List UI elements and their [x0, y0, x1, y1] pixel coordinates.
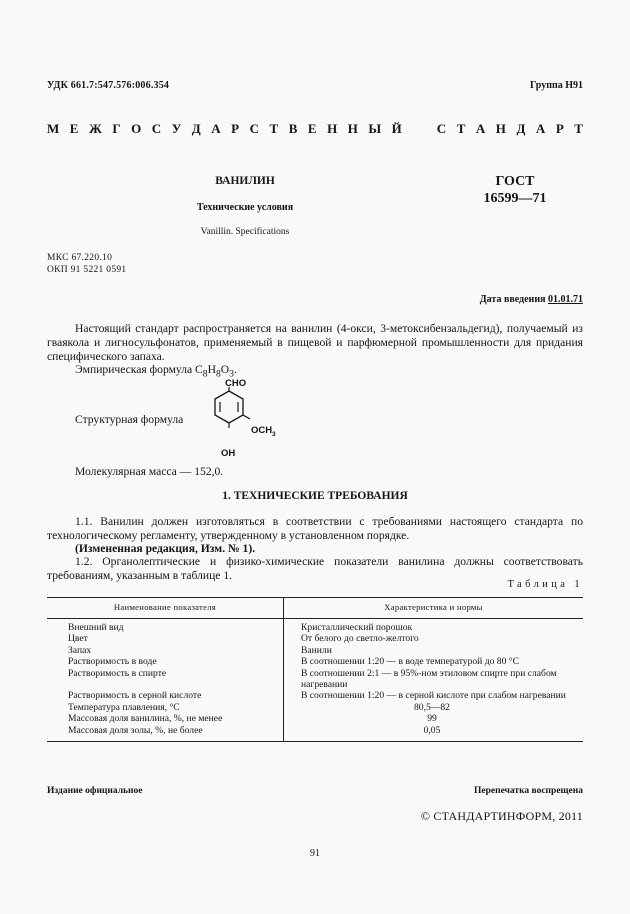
clause-1-2: 1.2. Органолептические и физико-химические показатели ванилина должны соответствовать требованиям, указанным в таблице 1. — [47, 555, 583, 582]
table-row — [47, 690, 583, 701]
row-name: Температура плавления, °С — [47, 702, 284, 713]
introduction-date-value: 01.01.71 — [548, 294, 583, 305]
table-row — [47, 619, 583, 634]
heading-letter: Т — [269, 121, 279, 136]
table-row — [47, 633, 583, 644]
table-row — [47, 645, 583, 656]
och3-group: OCH — [251, 425, 273, 436]
row-value: От белого до светло-желтого — [301, 633, 419, 645]
heading-letter: С — [249, 121, 259, 136]
row-name: Растворимость в воде — [47, 656, 284, 667]
row-name: Цвет — [47, 633, 284, 644]
empirical-sub-h: 8 — [215, 368, 221, 380]
heading-letter: Е — [69, 121, 79, 136]
row-value: Кристаллический порошок — [301, 622, 413, 633]
reprint-prohibited-note: Перепечатка воспрещена — [473, 786, 583, 796]
heading-space — [412, 121, 426, 137]
heading-letter: А — [475, 121, 486, 136]
row-value: 80,5—82 — [414, 701, 450, 713]
table-row — [47, 702, 583, 713]
heading-letter: С — [436, 121, 447, 136]
gost-label: ГОСТ — [495, 174, 535, 189]
copyright: © СТАНДАРТИНФОРМ, 2011 — [420, 809, 583, 823]
heading-letter: Д — [191, 121, 201, 136]
och3-subscript: 3 — [272, 431, 276, 438]
row-name: Запах — [47, 645, 284, 656]
table-row — [47, 656, 583, 667]
heading-letter: В — [288, 121, 298, 136]
heading-letter: Н — [327, 121, 338, 136]
cho-group: CHO — [225, 378, 247, 389]
empirical-end: . — [234, 363, 237, 376]
section-heading: 1. ТЕХНИЧЕСКИЕ ТРЕБОВАНИЯ — [222, 490, 408, 502]
heading-letter: У — [171, 121, 182, 136]
page-number: 91 — [310, 848, 320, 859]
table-header-row — [47, 598, 583, 619]
group-code: Группа Н91 — [530, 80, 583, 91]
row-value: В соотношении 1:20 — в воде температурой до 80 °С — [301, 656, 520, 668]
row-name: Растворимость в спирте — [47, 668, 284, 691]
molecular-mass: Молекулярная масса — 152,0. — [75, 465, 224, 478]
vanillin-structure-diagram — [210, 378, 300, 458]
okp-code: ОКП 91 5221 0591 — [47, 265, 127, 275]
row-name: Растворимость в серной кислоте — [47, 690, 284, 701]
heading-letter: Р — [231, 121, 240, 136]
document-subtitle: Технические условия — [196, 202, 294, 213]
row-name: Внешний вид — [47, 619, 284, 634]
gost-number: 16599—71 — [483, 191, 547, 206]
heading-letter: Н — [495, 121, 506, 136]
table-row — [47, 713, 583, 724]
column-header-value: Характеристика и нормы — [284, 598, 584, 619]
empirical-sub-c: 8 — [202, 368, 208, 380]
row-value: 0,05 — [284, 725, 584, 742]
heading-letter: А — [535, 121, 546, 136]
heading-letter: А — [211, 121, 221, 136]
row-value: Ванили — [301, 644, 332, 656]
official-edition-note: Издание официальное — [47, 786, 143, 796]
table-row — [47, 668, 583, 691]
heading-letter: Ж — [88, 121, 102, 136]
row-name: Массовая доля золы, %, не более — [47, 725, 284, 742]
heading-letter: Й — [391, 121, 402, 136]
heading-letter: Г — [112, 121, 121, 136]
oh-group: OH — [221, 448, 236, 458]
heading-letter: О — [131, 121, 142, 136]
empirical-sub-o: 3 — [229, 368, 234, 380]
table-caption: Таблица 1 — [507, 579, 583, 590]
amendment-note: (Измененная редакция, Изм. № 1). — [75, 542, 256, 555]
intro-paragraph: Настоящий стандарт распространяется на ванилин (4-окси, 3-метоксибензальдегид), получаемый из гваякола и лигносульфонатов, применяемый в пищевой и парфюмерной промышленности для придания специфического запаха. — [47, 322, 583, 363]
udk-code: УДК 661.7:547.576:006.354 — [47, 80, 170, 91]
heading-letter: С — [151, 121, 162, 136]
interstate-standard-heading — [47, 121, 583, 137]
row-value: В соотношении 1:20 — в серной кислоте при слабом нагревании — [301, 690, 566, 702]
document-title: ВАНИЛИН — [215, 175, 275, 187]
heading-letter: Д — [516, 121, 526, 136]
introduction-date — [480, 294, 583, 305]
column-header-name: Наименование показателя — [47, 598, 284, 619]
benzene-ring — [215, 391, 243, 423]
introduction-date-label: Дата введения — [479, 294, 546, 305]
row-value: В соотношении 2:1 — в 95%-ном этиловом спирте при слабом нагревании — [301, 667, 557, 691]
requirements-table — [47, 597, 583, 742]
heading-letter: Р — [555, 121, 564, 136]
mks-code: МКС 67.220.10 — [47, 253, 113, 263]
row-value: 99 — [427, 713, 437, 725]
heading-letter: Ы — [368, 121, 382, 136]
clause-1-1: 1.1. Ванилин должен изготовляться в соответствии с требованиями настоящего стандарта по технологическому регламенту, утвержденному в установленном порядке. — [47, 515, 583, 542]
bond-to-och3 — [243, 415, 250, 419]
heading-letter: Н — [347, 121, 358, 136]
heading-letter: М — [47, 121, 60, 136]
heading-letter: Т — [574, 121, 583, 136]
row-name: Массовая доля ванилина, %, не менее — [47, 713, 284, 724]
empirical-o: O — [220, 363, 230, 376]
english-title: Vanillin. Specifications — [200, 227, 290, 237]
empirical-formula-label: Эмпирическая формула C — [75, 363, 203, 376]
table-row — [47, 725, 583, 742]
heading-letter: Т — [456, 121, 466, 136]
heading-letter: Е — [307, 121, 317, 136]
empirical-h: H — [207, 363, 216, 376]
structural-formula-label: Структурная формула — [75, 413, 184, 426]
